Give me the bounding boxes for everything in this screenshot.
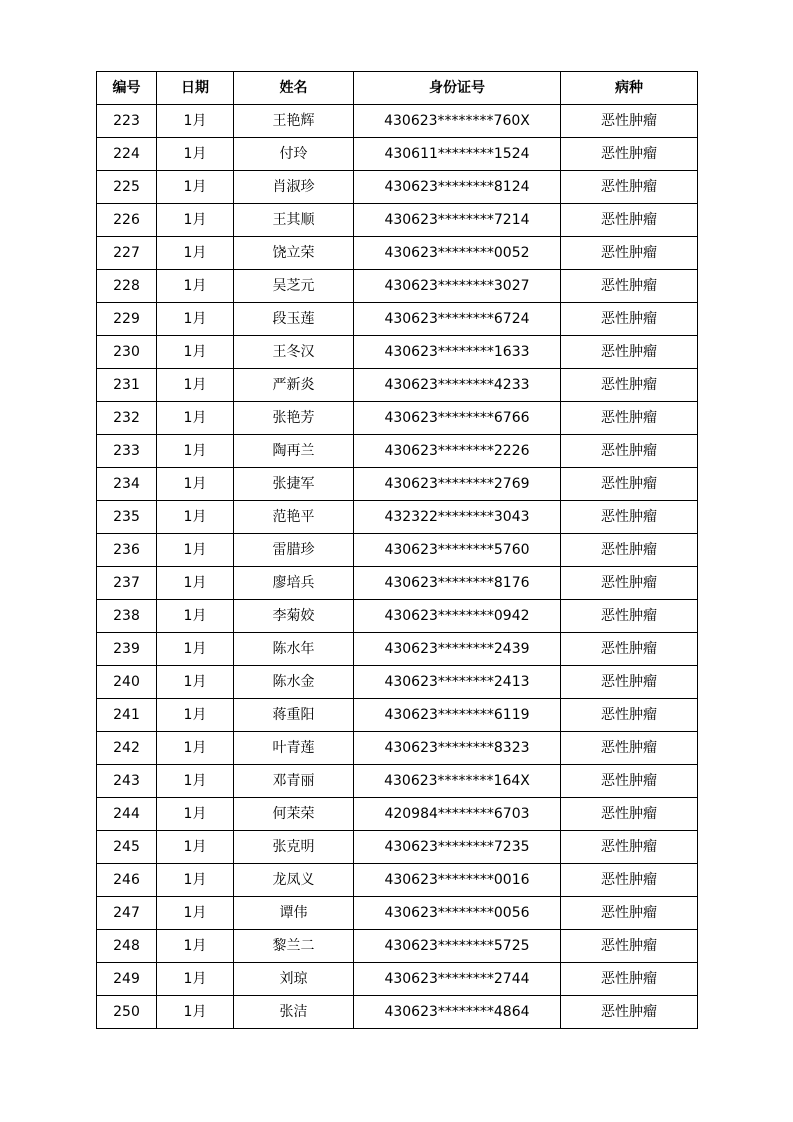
cell-number: 237 (97, 567, 157, 600)
table-row (97, 402, 698, 435)
cell-name: 廖培兵 (234, 567, 354, 600)
cell-date: 1月 (157, 369, 234, 402)
cell-name: 饶立荣 (234, 237, 354, 270)
cell-id-number: 430623********7235 (354, 831, 561, 864)
cell-date: 1月 (157, 204, 234, 237)
cell-id-number: 430623********5725 (354, 930, 561, 963)
table-row (97, 732, 698, 765)
cell-id-number: 430623********2413 (354, 666, 561, 699)
table-row (97, 963, 698, 996)
table-row (97, 204, 698, 237)
cell-id-number: 432322********3043 (354, 501, 561, 534)
cell-name: 张艳芳 (234, 402, 354, 435)
cell-id-number: 430623********7214 (354, 204, 561, 237)
cell-date: 1月 (157, 336, 234, 369)
table-row (97, 501, 698, 534)
header-name: 姓名 (234, 72, 354, 105)
cell-name: 李菊姣 (234, 600, 354, 633)
cell-name: 范艳平 (234, 501, 354, 534)
cell-disease: 恶性肿瘤 (561, 864, 698, 897)
table-row (97, 666, 698, 699)
cell-id-number: 430623********0052 (354, 237, 561, 270)
cell-disease: 恶性肿瘤 (561, 369, 698, 402)
cell-id-number: 430623********2226 (354, 435, 561, 468)
cell-id-number: 430623********8124 (354, 171, 561, 204)
table-row (97, 798, 698, 831)
cell-disease: 恶性肿瘤 (561, 138, 698, 171)
cell-name: 谭伟 (234, 897, 354, 930)
cell-name: 龙凤义 (234, 864, 354, 897)
cell-id-number: 430623********6724 (354, 303, 561, 336)
cell-number: 246 (97, 864, 157, 897)
cell-name: 王其顺 (234, 204, 354, 237)
cell-number: 249 (97, 963, 157, 996)
cell-disease: 恶性肿瘤 (561, 204, 698, 237)
cell-number: 236 (97, 534, 157, 567)
cell-number: 231 (97, 369, 157, 402)
cell-name: 严新炎 (234, 369, 354, 402)
cell-number: 245 (97, 831, 157, 864)
cell-name: 王艳辉 (234, 105, 354, 138)
cell-number: 247 (97, 897, 157, 930)
cell-name: 何茉荣 (234, 798, 354, 831)
cell-id-number: 430623********5760 (354, 534, 561, 567)
table-row (97, 468, 698, 501)
cell-disease: 恶性肿瘤 (561, 732, 698, 765)
table-row (97, 303, 698, 336)
cell-disease: 恶性肿瘤 (561, 831, 698, 864)
cell-number: 244 (97, 798, 157, 831)
cell-id-number: 430623********2439 (354, 633, 561, 666)
cell-date: 1月 (157, 963, 234, 996)
cell-id-number: 430623********6766 (354, 402, 561, 435)
cell-id-number: 430623********3027 (354, 270, 561, 303)
table-row (97, 369, 698, 402)
cell-date: 1月 (157, 765, 234, 798)
cell-number: 226 (97, 204, 157, 237)
cell-name: 王冬汉 (234, 336, 354, 369)
table-header (97, 72, 698, 105)
cell-disease: 恶性肿瘤 (561, 402, 698, 435)
table-row (97, 831, 698, 864)
table-row (97, 897, 698, 930)
table-row (97, 171, 698, 204)
cell-name: 吴芝元 (234, 270, 354, 303)
cell-id-number: 430623********0056 (354, 897, 561, 930)
cell-disease: 恶性肿瘤 (561, 237, 698, 270)
cell-disease: 恶性肿瘤 (561, 435, 698, 468)
table-row (97, 699, 698, 732)
cell-date: 1月 (157, 468, 234, 501)
cell-id-number: 430611********1524 (354, 138, 561, 171)
cell-number: 224 (97, 138, 157, 171)
cell-date: 1月 (157, 633, 234, 666)
cell-id-number: 430623********164X (354, 765, 561, 798)
cell-number: 227 (97, 237, 157, 270)
cell-disease: 恶性肿瘤 (561, 303, 698, 336)
cell-disease: 恶性肿瘤 (561, 534, 698, 567)
table-row (97, 105, 698, 138)
table-row (97, 996, 698, 1029)
cell-date: 1月 (157, 996, 234, 1029)
cell-number: 233 (97, 435, 157, 468)
cell-date: 1月 (157, 699, 234, 732)
cell-disease: 恶性肿瘤 (561, 798, 698, 831)
cell-number: 234 (97, 468, 157, 501)
cell-id-number: 430623********2744 (354, 963, 561, 996)
cell-disease: 恶性肿瘤 (561, 633, 698, 666)
cell-name: 陶再兰 (234, 435, 354, 468)
cell-date: 1月 (157, 831, 234, 864)
cell-number: 242 (97, 732, 157, 765)
cell-date: 1月 (157, 534, 234, 567)
table-row (97, 435, 698, 468)
table-row (97, 765, 698, 798)
cell-number: 223 (97, 105, 157, 138)
cell-date: 1月 (157, 567, 234, 600)
cell-name: 雷腊珍 (234, 534, 354, 567)
cell-number: 241 (97, 699, 157, 732)
cell-date: 1月 (157, 237, 234, 270)
cell-number: 239 (97, 633, 157, 666)
cell-number: 235 (97, 501, 157, 534)
header-id-number: 身份证号 (354, 72, 561, 105)
cell-disease: 恶性肿瘤 (561, 468, 698, 501)
cell-number: 238 (97, 600, 157, 633)
cell-id-number: 430623********8323 (354, 732, 561, 765)
cell-disease: 恶性肿瘤 (561, 336, 698, 369)
cell-disease: 恶性肿瘤 (561, 699, 698, 732)
cell-name: 陈水金 (234, 666, 354, 699)
cell-disease: 恶性肿瘤 (561, 765, 698, 798)
cell-disease: 恶性肿瘤 (561, 600, 698, 633)
cell-name: 付玲 (234, 138, 354, 171)
table-row (97, 534, 698, 567)
table-body (97, 105, 698, 1029)
cell-date: 1月 (157, 897, 234, 930)
cell-name: 张克明 (234, 831, 354, 864)
cell-date: 1月 (157, 732, 234, 765)
cell-date: 1月 (157, 402, 234, 435)
cell-number: 232 (97, 402, 157, 435)
cell-date: 1月 (157, 138, 234, 171)
cell-date: 1月 (157, 270, 234, 303)
cell-id-number: 430623********1633 (354, 336, 561, 369)
cell-number: 225 (97, 171, 157, 204)
cell-name: 段玉莲 (234, 303, 354, 336)
table-row (97, 930, 698, 963)
cell-number: 240 (97, 666, 157, 699)
cell-name: 邓青丽 (234, 765, 354, 798)
cell-disease: 恶性肿瘤 (561, 930, 698, 963)
cell-disease: 恶性肿瘤 (561, 963, 698, 996)
cell-id-number: 430623********4233 (354, 369, 561, 402)
cell-id-number: 430623********4864 (354, 996, 561, 1029)
cell-date: 1月 (157, 930, 234, 963)
cell-id-number: 430623********2769 (354, 468, 561, 501)
cell-disease: 恶性肿瘤 (561, 501, 698, 534)
cell-date: 1月 (157, 600, 234, 633)
cell-disease: 恶性肿瘤 (561, 666, 698, 699)
cell-number: 250 (97, 996, 157, 1029)
cell-id-number: 430623********0016 (354, 864, 561, 897)
table-row (97, 138, 698, 171)
cell-disease: 恶性肿瘤 (561, 171, 698, 204)
cell-disease: 恶性肿瘤 (561, 567, 698, 600)
cell-date: 1月 (157, 864, 234, 897)
patient-table (96, 71, 698, 1029)
cell-date: 1月 (157, 666, 234, 699)
table-row (97, 633, 698, 666)
table-row (97, 237, 698, 270)
cell-name: 蒋重阳 (234, 699, 354, 732)
header-date: 日期 (157, 72, 234, 105)
cell-id-number: 430623********0942 (354, 600, 561, 633)
cell-disease: 恶性肿瘤 (561, 996, 698, 1029)
cell-date: 1月 (157, 435, 234, 468)
cell-disease: 恶性肿瘤 (561, 270, 698, 303)
cell-name: 张捷军 (234, 468, 354, 501)
table-row (97, 600, 698, 633)
cell-id-number: 430623********760X (354, 105, 561, 138)
cell-date: 1月 (157, 501, 234, 534)
cell-number: 228 (97, 270, 157, 303)
cell-disease: 恶性肿瘤 (561, 105, 698, 138)
header-number: 编号 (97, 72, 157, 105)
cell-id-number: 430623********6119 (354, 699, 561, 732)
cell-number: 230 (97, 336, 157, 369)
cell-number: 229 (97, 303, 157, 336)
cell-name: 陈水年 (234, 633, 354, 666)
cell-date: 1月 (157, 105, 234, 138)
table-row (97, 864, 698, 897)
cell-date: 1月 (157, 798, 234, 831)
cell-id-number: 430623********8176 (354, 567, 561, 600)
header-row (97, 72, 698, 105)
header-disease: 病种 (561, 72, 698, 105)
cell-number: 243 (97, 765, 157, 798)
cell-date: 1月 (157, 303, 234, 336)
cell-name: 肖淑珍 (234, 171, 354, 204)
cell-number: 248 (97, 930, 157, 963)
table-row (97, 336, 698, 369)
cell-name: 刘琼 (234, 963, 354, 996)
cell-id-number: 420984********6703 (354, 798, 561, 831)
cell-disease: 恶性肿瘤 (561, 897, 698, 930)
cell-date: 1月 (157, 171, 234, 204)
cell-name: 张洁 (234, 996, 354, 1029)
table-row (97, 270, 698, 303)
cell-name: 叶青莲 (234, 732, 354, 765)
cell-name: 黎兰二 (234, 930, 354, 963)
table-row (97, 567, 698, 600)
